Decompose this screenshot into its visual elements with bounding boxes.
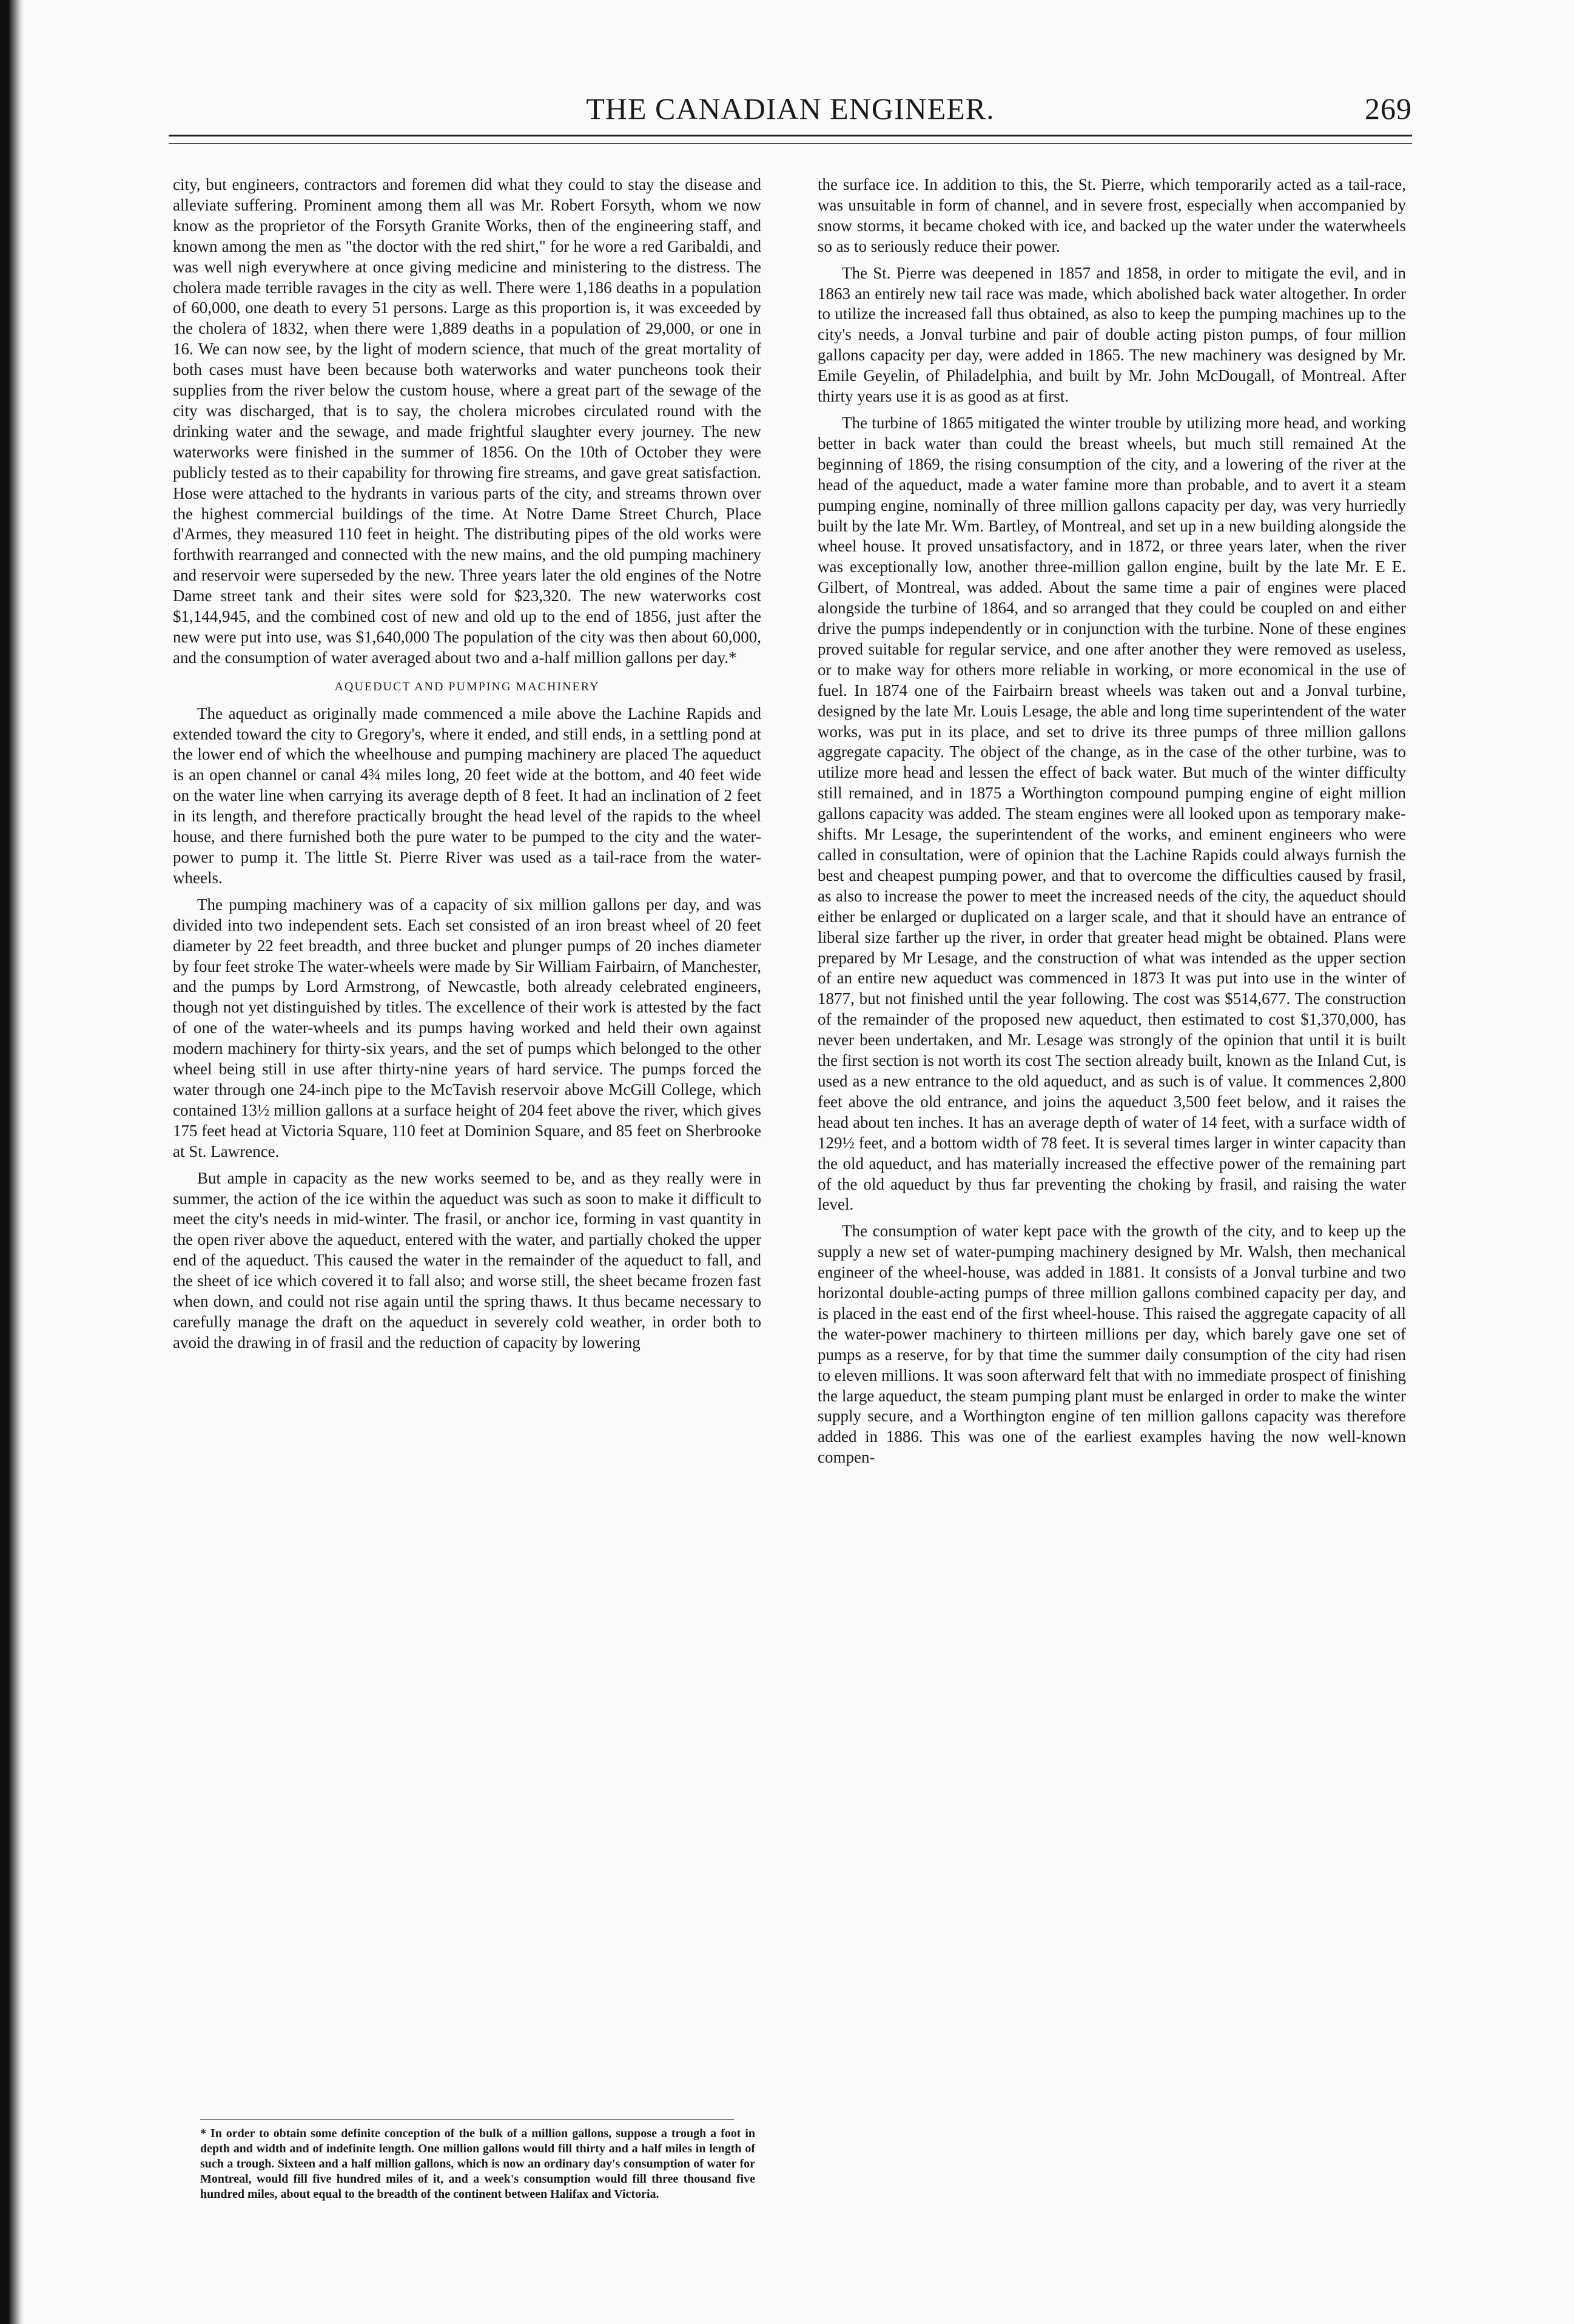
paragraph: But ample in capacity as the new works seemed to be, and as they really were in summer, the action of the ice within the aqueduct was such as soon to make it difficult to meet the city's needs in mid-winter. The frasil, or anchor ice, forming in vast quantity in the open river above the aqueduct, entered with the water, and partially choked the upper end of the aqueduct. This caused the water in the remainder of the aqueduct to fall, and the sheet of ice which covered it to fall also; and worse still, the sheet became frozen fast when down, and could not rise again until the spring thaws. It thus became necessary to carefully manage the draft on the aqueduct in severely cold weather, in order both to avoid the drawing in of frasil and the reduction of capacity by lowering (173, 1168, 761, 1352)
paragraph: The pumping machinery was of a capacity of six million gallons per day, and was divided into two independent sets. Each set consisted of an iron breast wheel of 20 feet diameter by 22 feet breadth, and three bucket and plunger pumps of 20 inches diameter by four feet stroke The water-wheels were made by Sir William Fairbairn, of Manchester, and the pumps by Lord Armstrong, of Newcastle, both already celebrated engineers, though not yet distinguished by titles. The excellence of their work is attested by the fact of one of the water-wheels and its pumps having worked and held their own against modern machinery for thirty-six years, and the set of pumps which belonged to the other wheel being still in use after thirty-nine years of hard service. The pumps forced the water through one 24-inch pipe to the McTavish reservoir above McGill College, which contained 13½ million gallons at a surface height of 204 feet above the river, which gives 175 feet head at Victoria Square, 110 feet at Dominion Square, and 85 feet on Sherbrooke at St. Lawrence. (173, 895, 761, 1160)
section-heading: AQUEDUCT AND PUMPING MACHINERY (334, 679, 600, 693)
paragraph: The St. Pierre was deepened in 1857 and 1858, in order to mitigate the evil, and in 1863 an entirely new tail race was made, which abolished back water altogether. In order to utilize the increased fall thus obtained, as also to keep the pumping machines up to the city's needs, a Jonval turbine and pair of double acting piston pumps, of four million gallons capacity per day, were added in 1865. The new machinery was designed by Mr. Emile Geyelin, of Philadelphia, and built by Mr. John McDougall, of Montreal. After thirty years use it is as good as at first. (818, 263, 1406, 406)
left-column (173, 175, 761, 1359)
paragraph: the surface ice. In addition to this, the St. Pierre, which temporarily acted as a tail-race, was unsuitable in form of channel, and in severe frost, especially when accompanied by snow storms, it became choked with ice, and backed up the water under the waterwheels so as to seriously reduce their power. (818, 175, 1406, 255)
paragraph: The consumption of water kept pace with the growth of the city, and to keep up the supply a new set of water-pumping machinery designed by Mr. Walsh, then mechanical engineer of the wheel-house, was added in 1881. It consists of a Jonval turbine and two horizontal double-acting pumps of three million gallons combined capacity per day, and is placed in the east end of the first wheel-house. This raised the aggregate capacity of all the water-power machinery to thirteen millions per day, which barely gave one set of pumps as a reserve, for by that time the summer daily consumption of the city had risen to eleven millions. It was soon afterward felt that with no immediate prospect of finishing the large aqueduct, the steam pumping plant must be enlarged in order to make the winter supply secure, and a Worthington engine of ten million gallons capacity was therefore added in 1886. This was one of the earliest examples having the now well-known compen- (818, 1222, 1406, 1467)
right-column (818, 175, 1406, 1474)
paragraph: The aqueduct as originally made commenced a mile above the Lachine Rapids and extended toward the city to Gregory's, where it ended, and still ends, in a settling pond at the lower end of which the wheelhouse and pumping machinery are placed The aqueduct is an open channel or canal 4¾ miles long, 20 feet wide at the bottom, and 40 feet wide on the water line when carrying its average depth of 8 feet. It had an inclination of 2 feet in its length, and therefore practically brought the head level of the rapids to the wheel house, and there furnished both the pure water to be pumped to the city and the water-power to pump it. The little St. Pierre River was used as a tail-race from the water-wheels. (173, 704, 761, 887)
header-rule-thin (169, 143, 1412, 144)
footnote: * In order to obtain some definite conception of the bulk of a million gallons, suppose a trough a foot in depth and width and of indefinite length. One million gallons would fill thirty and a half miles in length of such a trough. Sixteen and a half million gallons, which is now an ordinary day's consumption of water for Montreal, would fill five hundred miles of it, and a week's consumption would fill three thousand five hundred miles, about equal to the breadth of the continent between Halifax and Victoria. (200, 2127, 755, 2201)
page-binding-edge (0, 0, 24, 2324)
header-rule (169, 135, 1412, 136)
paragraph: city, but engineers, contractors and foremen did what they could to stay the disease and alleviate suffering. Prominent among them all was Mr. Robert Forsyth, whom we now know as the proprietor of the Forsyth Granite Works, then of the engineering staff, and known among the men as "the doctor with the red shirt," for he wore a red Garibaldi, and was well nigh everywhere at once giving medicine and ministering to the distress. The cholera made terrible ravages in the city as well. There were 1,186 deaths in a population of 60,000, one death to every 51 persons. Large as this proportion is, it was exceeded by the cholera of 1832, when there were 1,889 deaths in a population of 29,000, or one in 16. We can now see, by the light of modern science, that much of the great mortality of both cases must have been because both waterworks and water puncheons took their supplies from the river below the custom house, where a great part of the sewage of the city was discharged, that is to say, the cholera microbes circulated round with the drinking water and the sewage, and made frightful slaughter every journey. The new waterworks were finished in the summer of 1856. On the 10th of October they were publicly tested as to their capability for throwing fire streams, and gave great satisfaction. Hose were attached to the hydrants in various parts of the city, and streams thrown over the highest commercial buildings of the time. At Notre Dame Street Church, Place d'Armes, they measured 110 feet in height. The distributing pipes of the old works were forthwith rearranged and connected with the new mains, and the old pumping machinery and reservoir were superseded by the new. Three years later the old engines of the Notre Dame street tank and their sites were sold for $23,320. The new waterworks cost $1,144,945, and the combined cost of new and old up to the end of 1856, just after the new were put into use, was $1,640,000 The population of the city was then about 60,000, and the consumption of water averaged about two and a-half million gallons per day.* (173, 175, 761, 667)
page-number: 269 (1365, 92, 1412, 126)
footnote-rule (200, 2119, 734, 2120)
journal-title: THE CANADIAN ENGINEER. (586, 92, 995, 126)
paragraph: The turbine of 1865 mitigated the winter trouble by utilizing more head, and working better in back water than could the breast wheels, but much still remained At the beginning of 1869, the rising consumption of the city, and a lowering of the river at the head of the aqueduct, made a water famine more than probable, and to avert it a steam pumping engine, nominally of three million gallons capacity per day, was very hurriedly built by the late Mr. Wm. Bartley, of Montreal, and set up in a new building alongside the wheel house. It proved unsatisfactory, and in 1872, or three years later, when the river was exceptionally low, another three-million gallon engine, built by the late Mr. E E. Gilbert, of Montreal, was added. About the same time a pair of engines were placed alongside the turbine of 1864, and so arranged that they could be coupled on and either drive the pumps independently or in conjunction with the turbine. None of these engines proved suitable for regular service, and one after another they were removed as useless, or to make way for others more reliable in working, or more economical in the use of fuel. In 1874 one of the Fairbairn breast wheels was taken out and a Jonval turbine, designed by the late Mr. Louis Lesage, the able and long time superintendent of the water works, was put in its place, and set to drive its three pumps of three million gallons aggregate capacity. The object of the change, as in the case of the other turbine, was to utilize more head and lessen the effect of back water. But much of the winter difficulty still remained, and in 1875 a Worthington compound pumping engine of eight million gallons capacity was added. The steam engines were all looked upon as temporary make-shifts. Mr Lesage, the superintendent of the works, and eminent engineers who were called in consultation, were of opinion that the Lachine Rapids could always furnish the best and cheapest pumping power, and that to overcome the difficulties caused by frasil, as also to increase the power to meet the increased needs of the city, the aqueduct should either be enlarged or duplicated on a larger scale, and that it should have an entrance of liberal size farther up the river, in order that greater head might be obtained. Plans were prepared by Mr Lesage, and the construction of what was intended as the upper section of an entire new aqueduct was commenced in 1873 It was put into use in the winter of 1877, but not finished until the year following. The cost was $514,677. The construction of the remainder of the proposed new aqueduct, then estimated to cost $1,370,000, has never been undertaken, and Mr. Lesage was strongly of the opinion that until it is built the first section is not worth its cost The section already built, known as the Inland Cut, is used as a new entrance to the old aqueduct, and as such is of value. It commences 2,800 feet above the old entrance, and joins the aqueduct 3,500 feet below, and it raises the head about ten inches. It has an average depth of water of 14 feet, with a surface width of 129½ feet, and a bottom width of 78 feet. It is several times larger in winter capacity than the old aqueduct, and has materially increased the effective power of the remaining part of the old aqueduct by thus far preventing the choking by frasil, and raising the water level. (818, 413, 1406, 1214)
page-header (169, 91, 1412, 127)
